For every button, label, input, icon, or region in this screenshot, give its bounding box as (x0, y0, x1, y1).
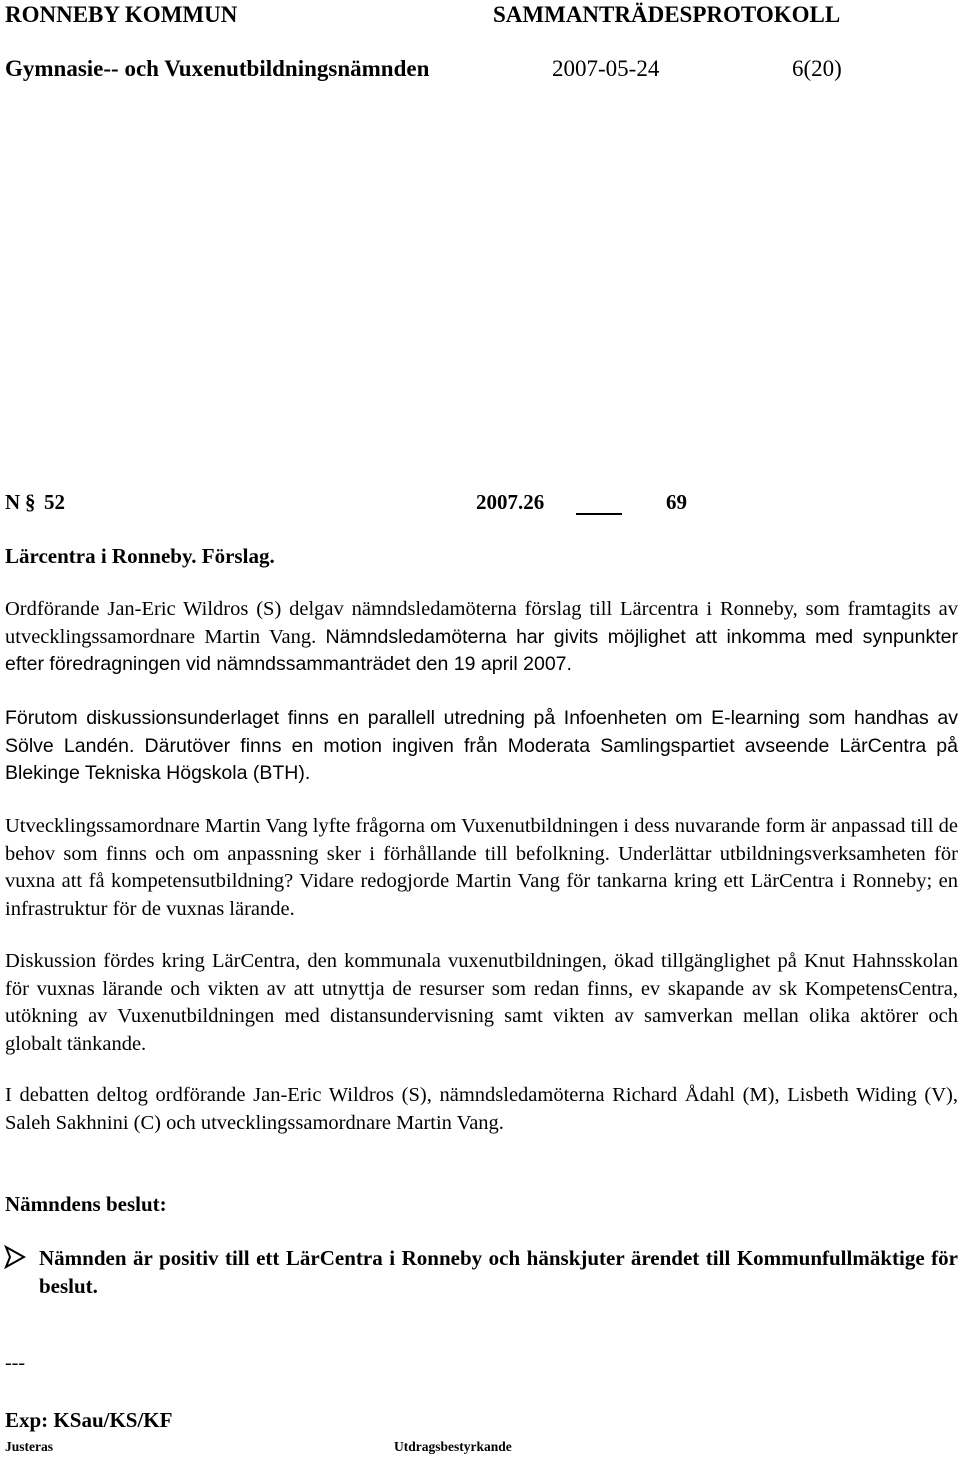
decision-heading: Nämndens beslut: (5, 1192, 167, 1216)
decision-bullet: Nämnden är positiv till ett LärCentra i Ronneby och hänskjuter ärendet till Kommunfullmäktige för beslut. (39, 1246, 958, 1298)
paragraph-4: Diskussion fördes kring LärCentra, den kommunala vuxenutbildningen, ökad tillgänglighet på Knut Hahnsskolan för vuxnas lärande och vikten av att utnyttja de resurser som redan finns, ev skapande av sk KompetensCentra, utökning av Vuxenutbildningen med distansundervisning samt vikten av samverkan mellan olika aktörer och globalt tänkande. (5, 950, 958, 1055)
section-number: 52 (44, 490, 65, 514)
document-type: SAMMANTRÄDESPROTOKOLL (493, 2, 841, 27)
municipality-name: RONNEBY KOMMUN (5, 2, 238, 27)
dash-separator (576, 513, 622, 515)
paragraph-1 (5, 596, 958, 679)
paragraph-1-part-a: Ordförande Jan-Eric Wildros (S) delgav nämndsledamöterna förslag till Lärcentra i Ronneby, som framtagits av utvecklingssamordnare Martin Vang. (5, 598, 958, 648)
arrowhead-bullet-icon (4, 1245, 26, 1269)
separator-dashes: --- (5, 1352, 25, 1374)
paragraph-2-part-b: Därutöver finns en motion ingiven från Moderata Samlingspartiet avseende LärCentra på Blekinge Tekniska Högskola (BTH). (5, 734, 958, 784)
meeting-date: 2007-05-24 (552, 56, 660, 81)
justeras-label: Justeras (5, 1439, 53, 1454)
page-number: 6(20) (792, 56, 842, 81)
item-title: Lärcentra i Ronneby. Förslag. (5, 544, 275, 568)
item-prefix: N (5, 490, 21, 514)
utdragsbestyrkande-label: Utdragsbestyrkande (394, 1439, 512, 1454)
section-sign: § (25, 490, 36, 514)
paragraph-5: I debatten deltog ordförande Jan-Eric Wildros (S), nämndsledamöterna Richard Ådahl (M), Lisbeth Widing (V), Saleh Sakhnini (C) och utvecklingssamordnare Martin Vang. (5, 1084, 958, 1134)
paragraph-1-part-b: Nämndsledamöterna har givits möjlighet att inkomma med synpunkter efter föredragningen vid nämndssammanträdet den 19 april 2007. (5, 625, 958, 675)
paragraph-2 (5, 705, 958, 788)
paragraph-2-part-a: Förutom diskussionsunderlaget finns en parallell utredning på Infoenheten om E-learning som handhas av Sölve Landén. (5, 707, 958, 757)
paragraph-3: Utvecklingssamordnare Martin Vang lyfte frågorna om Vuxenutbildningen i dess nuvarande form är anpassad till de behov som finns och om anpassning sker i förhållande till befolkning. Underlättar utbildningsverksamheten för vuxna att få kompetensutbildning? Vidare redogjorde Martin Vang för tankarna kring ett LärCentra i Ronneby; en infrastruktur för de vuxnas lärande. (5, 815, 958, 920)
distribution-list: Exp: KSau/KS/KF (5, 1408, 173, 1432)
committee-name: Gymnasie-- och Vuxenutbildningsnämnden (5, 56, 430, 81)
reference-number: 69 (666, 490, 687, 514)
case-number: 2007.26 (476, 490, 545, 514)
